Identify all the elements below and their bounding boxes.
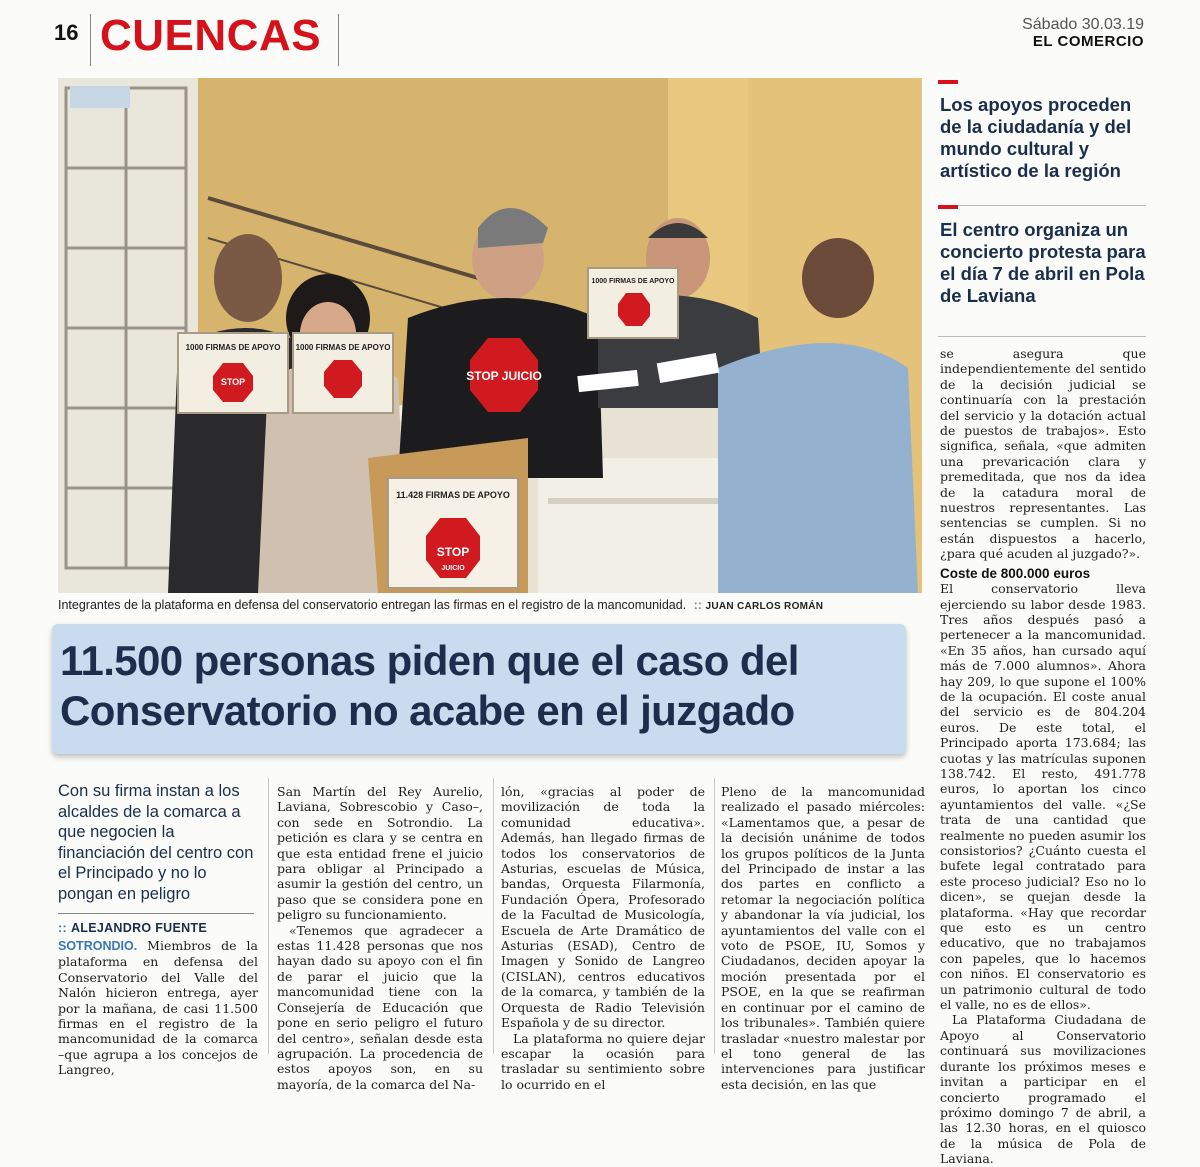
subhead-support: Los apoyos proceden de la ciudadanía y del mundo cultural y artístico de la región (940, 94, 1132, 181)
caption-text: Integrantes de la plataforma en defensa del conservatorio entregan las firmas en el registro de la mancomunidad. (58, 598, 687, 612)
credit-separator: :: (693, 598, 702, 612)
photo-caption (58, 598, 922, 612)
masthead-divider (90, 14, 91, 66)
dateline: SOTRONDIO. (58, 939, 138, 953)
box-label: 1000 FIRMAS DE APOYO (295, 343, 391, 352)
body-column-1 (58, 938, 258, 1078)
body-paragraph: La Plataforma Ciudadana de Apoyo al Conservatorio continuará sus movilizaciones durante los próximos meses e invitan a participar en el concierto programado el próximo domingo 7 de abril, a las 12.30 horas, en el quiosco de la música de Pola de Laviana. (940, 1012, 1146, 1167)
stop-sign-text: JUICIO (441, 565, 465, 572)
body-paragraph: San Martín del Rey Aurelio, Laviana, Sobrescobio y Caso–, con sede en Sotrondio. La petición es clara y se centra en que esta entidad frene el juicio para obligar al Principado a asumir la gestión del centro, un paso que se considera pone en peligro su funcionamiento. (277, 784, 483, 923)
subhead-divider (938, 205, 1146, 206)
shirt-stop-text: STOP JUICIO (466, 369, 542, 383)
subhead-divider (938, 336, 1146, 337)
body-paragraph: La plataforma no quiere dejar escapar la ocasión para trasladar su sentimiento sobre lo ocurrido en el (501, 1030, 705, 1092)
newspaper-name: EL COMERCIO (1032, 33, 1144, 50)
author-name: ALEJANDRO FUENTE (70, 921, 207, 935)
byline (58, 921, 207, 935)
column-divider (714, 778, 715, 1054)
column-divider (268, 778, 269, 1054)
box-label: 1000 FIRMAS DE APOYO (591, 278, 675, 285)
intertitle: Coste de 800.000 euros (940, 565, 1091, 581)
subhead-accent-bar (938, 80, 958, 84)
article-headline: 11.500 personas piden que el caso del Conservatorio no acabe en el juzgado (60, 637, 799, 734)
body-paragraph: lón, «gracias al poder de movilización de toda la comunidad educativa». Además, han llegado firmas de todos los conservatorios de Asturias, escuelas de Música, bandas, Orquesta Filarmonía, Fundación Ópera, Profesorado de la Facultad de Musicología, Escuela de Arte Dramático de Asturias (ESAD), Centro de Imagen y Sonido de Langreo (CISLAN), centros educativos de la comarca, y también de la Orquesta de Radio Televisión Española y de su director. (501, 784, 705, 1031)
byline-divider (58, 913, 254, 914)
subhead-accent-bar (938, 205, 958, 209)
byline-dots: :: (58, 921, 67, 935)
news-photo (58, 78, 922, 593)
article-deck: Con su firma instan a los alcaldes de la comarca a que negocien la financiación del centro con el Principado y no lo pongan en peligro (58, 782, 254, 903)
body-paragraph: se asegura que independientemente del sentido de la decisión judicial se continuaría con la prestación del servicio y la dotación actual de puestos de trabajos». Esto significa, señala, «que admiten una prevaricación clara y premeditada, que nos da idea de la catadura moral de nuestros representantes. Las sentencias se cumplen. Si no están dispuestos a hacerlo, ¿para qué acuden al juzgado?». (940, 346, 1146, 562)
body-column-2 (277, 784, 483, 1092)
box-label: 11.428 FIRMAS DE APOYO (396, 490, 510, 500)
body-paragraph: «Tenemos que agradecer a estas 11.428 personas que nos hayan dado su apoyo con el fin de parar el juicio que la mancomunidad tiene con la Consejería de Educación que pone en serio peligro el futuro del centro», señalan desde esta agrupación. La procedencia de estos apoyos son, en su mayoría, de la comarca del Na- (277, 922, 483, 1092)
body-column-4 (721, 784, 925, 1092)
box-label: 1000 FIRMAS DE APOYO (185, 343, 281, 352)
stop-sign-text: STOP (220, 377, 246, 387)
body-paragraph: El conservatorio lleva ejerciendo su labor desde 1983. Tres años después pasó a pertenecer a la mancomunidad. «En 35 años, han cursado aquí más de 7.000 alumnos». Ahora hay 209, lo que supone el 100% de la ocupación. El coste anual del servicio es de 804.204 euros. De este total, el Principado aporta 173.684; las cuotas y las matrículas suponen 138.742. El resto, 491.778 euros, lo aportan los cinco ayuntamientos del valle. «¿Se trata de una cantidad que realmente no pueden asumir los consistorios? ¿Cuánto cuesta el bufete legal contratado para este proceso judicial? Eso no lo dicen», se quejan desde la plataforma. «Hay que recordar que esto es un centro educativo, que no trabajamos con papeles, que lo hacemos con niños. El conservatorio es un patrimonio cultural de todo el valle, no es de ellos». (940, 581, 1146, 1013)
page-number: 16 (54, 20, 79, 45)
body-paragraph: Pleno de la mancomunidad realizado el pasado miércoles: «Lamentamos que, a pesar de la decisión unánime de todos los grupos políticos de la Junta del Principado de instar a las dos partes en conflicto a retomar la negociación política y abandonar la vía judicial, los ayuntamientos del valle con el voto de PSOE, IU, Somos y Ciudadanos, deciden apoyar la moción presentada por el PSOE, en la que se reafirman en continuar por el camino de los tribunales». También quiere trasladar «nuestro malestar por el tono general de las intervenciones para justificar esta decisión, en las que (721, 784, 925, 1092)
body-column-3 (501, 784, 705, 1092)
subhead-concert: El centro organiza un concierto protesta para el día 7 de abril en Pola de Laviana (940, 219, 1146, 306)
stop-sign-text: STOP (436, 545, 470, 559)
photo-credit: JUAN CARLOS ROMÁN (705, 601, 824, 612)
body-paragraph: Miembros de la plataforma en defensa del Conservatorio del Valle del Nalón hicieron entrega, ayer por la mañana, de casi 11.500 firmas en el registro de la mancomunidad de la comarca –que agrupa a los concejos de Langreo, (58, 938, 258, 1078)
issue-date: Sábado 30.03.19 (1022, 16, 1144, 33)
masthead-divider (338, 14, 339, 66)
section-title: CUENCAS (100, 11, 322, 60)
body-column-5 (940, 346, 1146, 1167)
column-divider (493, 778, 494, 1054)
